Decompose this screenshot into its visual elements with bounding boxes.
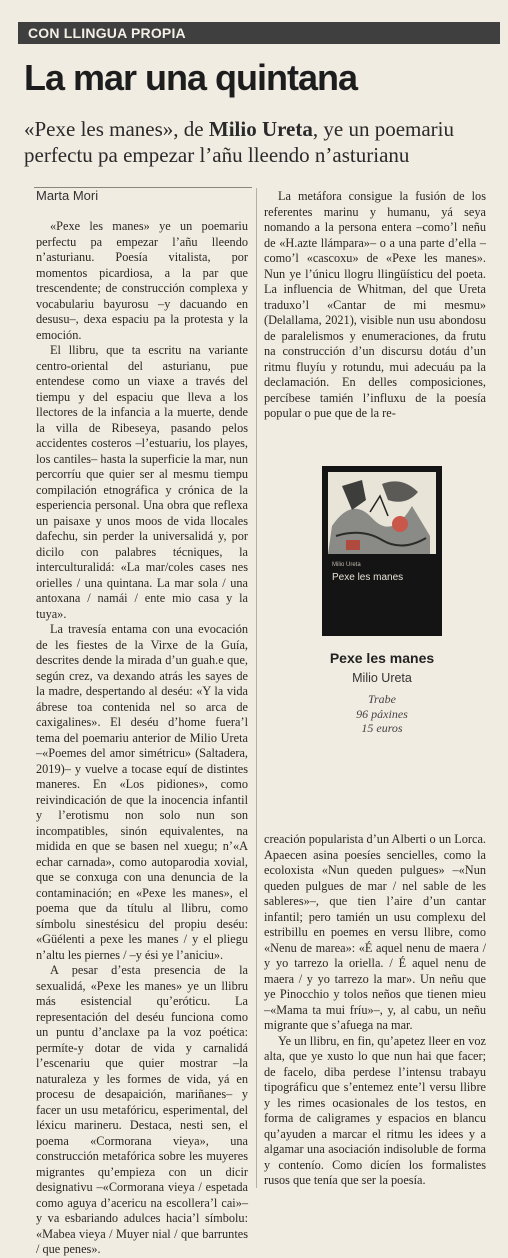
- paragraph: «Pexe les manes» ye un poemariu perfectu pa empezar l’añu lleendo n’asturianu. Poesía vitalista, por momentos picardiosa, a la par que trescendente; de construcción complexa y vocabulariu bayurosu –y dacuando en desusu–, dexa espaciu pa la protesta y la emoción.: [36, 219, 248, 342]
- subhead-part1: «Pexe les manes», de: [24, 117, 209, 141]
- subheadline: [24, 116, 494, 168]
- article-column-left: [36, 219, 248, 1258]
- article-column-right-top: [264, 189, 486, 422]
- article-column-right-bottom: [264, 832, 486, 1189]
- book-price: 15 euros: [361, 721, 403, 735]
- book-pages: 96 páxines: [356, 706, 408, 721]
- book-cover-image: [322, 466, 442, 636]
- column-divider: [256, 188, 257, 1188]
- paragraph: A pesar d’esta presencia de la sexualidá, «Pexe les manes» ye un llibru más esistencial qu’eróticu. La representación del deséu funciona como un puntu d’anclaxe pa la voz poética: permíte-y dotar de vida y carnalidá l’escenariu que quier mostrar –la naturaleza y les formes de vida, yá en procesu de desapaición, mariñanes– y facer un usu metafóricu, esperimental, del léxicu marineru. Destaca, nesti sen, el poema «Cormorana vieya», una construcción metafórica sobre les muyeres migrantes qu’empieza con un dicir designativu –«Cormorana vieya / espetada como aguya d’acericu na escollera’l cai»– y va esbariando adulces hacia’l símbolu: «Mabea vieya / Muyer nial / que barruntes / que penes».: [36, 963, 248, 1256]
- cover-title: Pexe les manes: [332, 572, 404, 583]
- paragraph: La metáfora consigue la fusión de los referentes marinu y humanu, yá seya nomando a la persona entera –como’l neñu de «H.azte llámpara»– o a una parte d’ella –como’l «cascoxu» de «Pexe les manes». Nun ye l’únicu llogru llingüísticu del poeta. La influencia de Whitman, del que Ureta traduxo’l «Cantar de mi mesmu» (Delallama, 2021), visible nun usu abondosu de paralelismos y enumeraciones, da frutu na construcción d’un discursu dotáu d’un ritmu fluyíu y rotundu, mui adecuáu pa la declamación. En delles composiciones, percíbese tamién l’influxu de la poesía popular o pue que de la re-: [264, 189, 486, 420]
- subhead-author: Milio Ureta: [208, 117, 313, 141]
- book-details: [300, 692, 464, 736]
- book-title: Pexe les manes: [329, 650, 435, 666]
- paragraph: El llibru, que ta escritu na variante centro-oriental del asturianu, pue entendese como un viaxe a través del tiempu y del espaciu que lleva a los llectores de la infancia a la muerte, dende la villa de Ribeseya, pasando pelos accidentes costeros –l’estuariu, los playes, los cantiles– hasta la superficie la mar, nun percorríu que quier ser al mesmu tiempu compilación etnográfica y crónica de la esperiencia personal. Una obra que reflexa un paisaxe y unos moos de vida llocales dafechu, sin perder la universalidá y, por dicilo con palabres técniques, la interculturalidá: «La mar/coles cases nes orielles / una quintana. La mar sola / una antoxana / namái / ente mio casa y la tuya».: [36, 343, 248, 621]
- section-label: CON LLINGUA PROPIA: [18, 22, 500, 44]
- cover-illustration: [322, 466, 442, 636]
- byline: Marta Mori: [36, 188, 99, 203]
- book-info-box: [300, 466, 464, 746]
- headline: La mar una quintana: [24, 57, 358, 98]
- subhead-part2: , ye un poemariu perfectu pa empezar l’añu lleendo n’asturianu: [24, 117, 454, 167]
- book-author: Milio Ureta: [352, 671, 412, 685]
- book-publisher: Trabe: [367, 692, 396, 706]
- cover-author: Milio Ureta: [332, 562, 361, 568]
- paragraph: creación popularista d’un Alberti o un Lorca. Apaecen asina poesíes sencielles, como la ecoloxista «Nun queden pulgues» –«Nun queden pulgues de mar / nel sable de les sableres»–, que tien l’aire d’un cantar infantil; pero tamién un usu complexu del estribillu en poemes en versu llibre, como «Nenu de marea»: «É aquel nenu de maera / y yo tarrezo la oriella. / É aquel nenu de maera / y yo tarrezo la mar». Un neñu que ye Pinocchio y tolos neños que tienen mieu –«Mama ta mui fríu»–, y, al cabu, un neñu migrante que s’afuega na mar.: [264, 832, 486, 1032]
- paragraph: La travesía entama con una evocación de les fiestes de la Virxe de la Guía, descrites dende la mirada d’un guah.e que, según crez, va dexando atrás les sayes de la madre, despertando al deséu: «Y la vida ábrese toa contenida nel so arca de caxigalines». El deséu d’home fuera’l tema del poemariu anterior de Milio Ureta –«Poemes del amor simétricu» (Saltadera, 2019)– y vuelve a tocase equí de distintes maneres. En «Los pidiones», como reivindicación de que la inocencia infantil y l’erotismu non solo nun son incompatibles, sinón equivalentes, na midida en que se basen nel xuegu; n’«A echar carnada», como autoparodia xovial, que se conxuga con una denuncia de la contaminación; en «Pexe les manes», el poema que da títulu al llibru, como símbolu sinestésicu del propiu deséu: «Güélenti a pexe les manes / y el pliegu n’altu les piernes / –y ési ye l’aniciu».: [36, 622, 248, 962]
- paragraph: Ye un llibru, en fin, qu’apetez lleer en voz alta, que ye xusto lo que nun hai que facer; de facelo, diba perdese l’intensu trabayu tipográficu que s’entemez ente’l versu llibre y les rimes ocasionales de los testos, en forma de caligrames y espacios en blancu qu’ayuden a marcar el ritmu les idees y a algamar una asociación indisoluble de forma y contenío. Como dicíen los formalistes rusos que tenía que ser la poesía.: [264, 1033, 486, 1187]
